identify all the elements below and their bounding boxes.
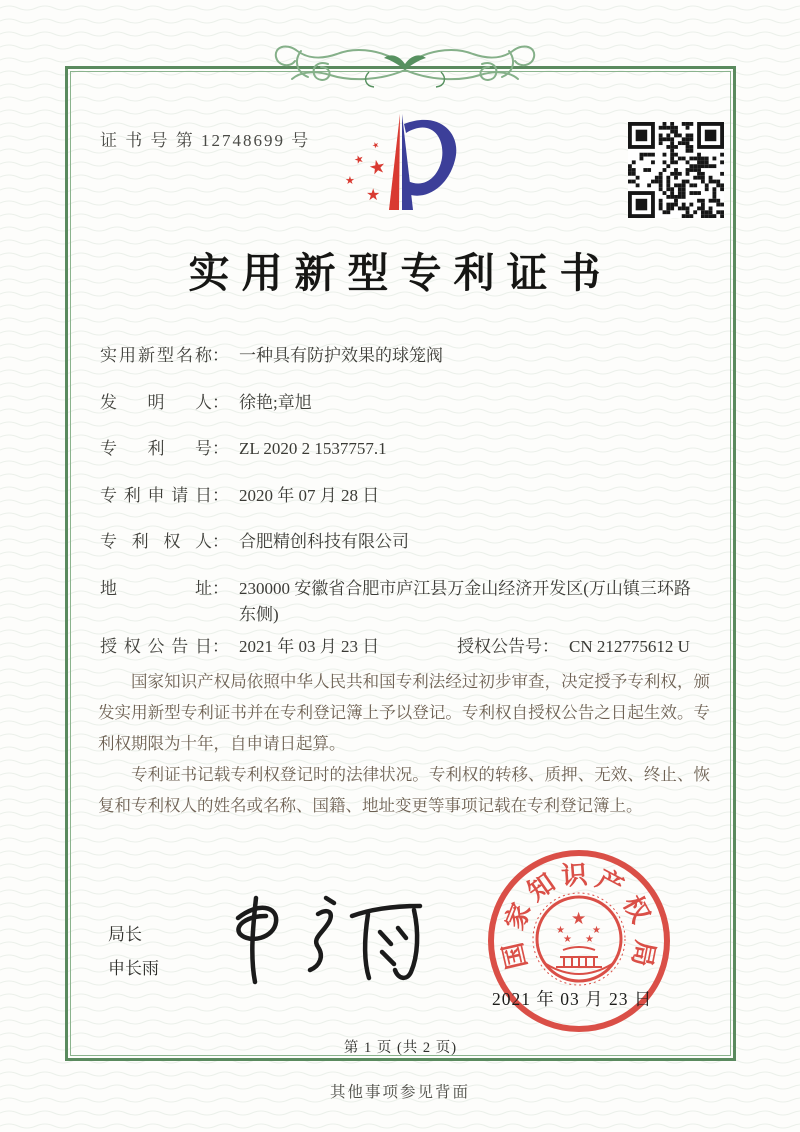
certificate-title: 实用新型专利证书	[188, 250, 613, 296]
field-colon: ：	[212, 346, 229, 365]
field-list	[100, 343, 700, 680]
field-label: 授权公告号	[457, 636, 542, 656]
field-label: 实用新型名称	[100, 346, 212, 365]
legal-text	[98, 666, 710, 821]
field-pair-grant-number	[457, 634, 700, 660]
cnipa-logo-icon	[338, 108, 470, 224]
seal-char: 知	[522, 868, 561, 907]
field-label: 地址	[100, 578, 212, 598]
seal-char: 产	[591, 864, 629, 903]
field-row-filing-date	[100, 483, 700, 509]
field-colon: ：	[212, 532, 229, 551]
field-colon: ：	[212, 578, 229, 598]
issuer-title: 局长	[108, 925, 142, 944]
field-colon: ：	[212, 485, 229, 505]
national-emblem-icon	[533, 893, 625, 985]
svg-text:★: ★	[352, 151, 366, 168]
field-label: 专利权人	[100, 532, 212, 551]
legal-paragraph: 国家知识产权局依照中华人民共和国专利法经过初步审查，决定授予专利权，颁发实用新型专利证书并在专利登记簿上予以登记。专利权自授权公告之日起生效。专利权期限为十年，自申请日起算。	[98, 672, 710, 753]
field-value: 230000 安徽省合肥市庐江县万金山经济开发区(万山镇三环路东侧)	[239, 578, 691, 624]
back-side-note: 其他事项参见背面	[329, 1084, 470, 1101]
field-label: 发明人	[100, 392, 212, 412]
field-label: 授权公告日	[100, 636, 212, 656]
field-value: CN 212775612 U	[569, 636, 690, 656]
seal-char: 识	[560, 860, 589, 892]
seal-char: 家	[499, 898, 537, 934]
qr-code	[628, 122, 724, 218]
seal-char: 局	[626, 937, 661, 970]
field-value: 2021 年 03 月 23 日	[239, 636, 380, 656]
svg-text:★: ★	[592, 925, 601, 936]
seal-char: 国	[498, 939, 533, 972]
svg-text:★: ★	[366, 185, 381, 204]
field-colon: ：	[212, 636, 229, 656]
field-colon: ：	[542, 636, 559, 656]
field-value: 徐艳;章旭	[239, 392, 312, 412]
field-value: ZL 2020 2 1537757.1	[239, 439, 387, 458]
issuer-name: 申长雨	[108, 959, 159, 978]
field-colon: ：	[212, 439, 229, 458]
svg-text:★: ★	[571, 909, 587, 929]
seal-date: 2021 年 03 月 23 日	[492, 989, 653, 1009]
seal-char: 权	[617, 890, 656, 928]
field-row-patent-number	[100, 436, 700, 462]
field-value: 一种具有防护效果的球笼阀	[239, 346, 443, 365]
field-row-address	[100, 576, 700, 628]
field-label: 专利号	[100, 439, 212, 458]
certificate-number: 证 书 号 第 12748699 号	[100, 131, 311, 150]
svg-text:★: ★	[366, 154, 389, 181]
issuer-block	[108, 918, 159, 986]
field-value: 合肥精创科技有限公司	[239, 532, 409, 551]
page-number: 第 1 页 (共 2 页)	[343, 1040, 458, 1056]
svg-text:★: ★	[563, 934, 572, 945]
field-value: 2020 年 07 月 28 日	[239, 485, 380, 505]
field-row-patentee	[100, 529, 700, 555]
svg-text:★: ★	[556, 925, 565, 936]
field-colon: ：	[212, 392, 229, 412]
svg-text:★: ★	[370, 139, 381, 151]
field-row-grant	[100, 634, 700, 660]
field-label: 专利申请日	[100, 485, 212, 505]
svg-text:★: ★	[345, 174, 355, 187]
svg-text:★: ★	[585, 934, 594, 945]
field-row-utility-name	[100, 343, 700, 369]
director-signature	[222, 884, 432, 994]
legal-paragraph: 专利证书记载专利权登记时的法律状况。专利权的转移、质押、无效、终止、恢复和专利权人的姓名或名称、国籍、地址变更等事项记载在专利登记簿上。	[98, 765, 710, 815]
field-row-inventor	[100, 390, 700, 416]
